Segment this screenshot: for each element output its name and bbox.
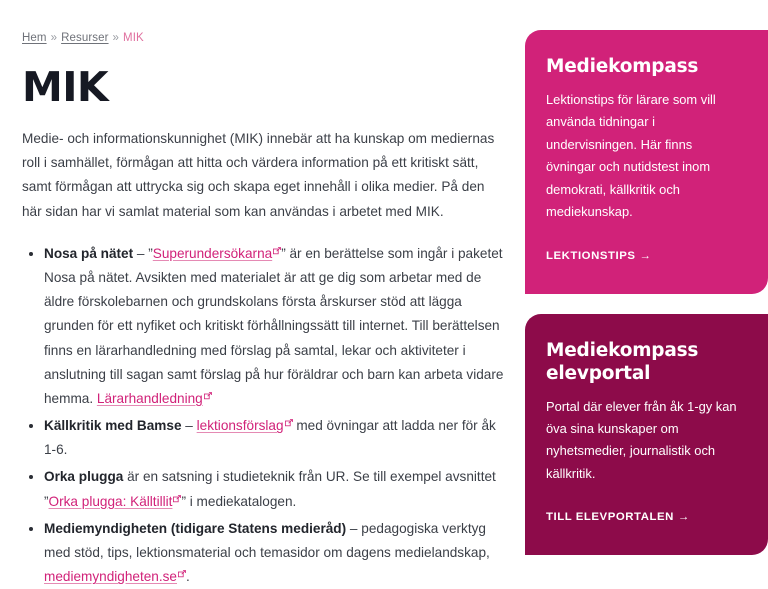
breadcrumb-separator: » [50,32,58,44]
resource-link-superundersokarna[interactable]: Superundersökarna [152,245,273,261]
external-link-icon [178,570,186,578]
sidebar [525,30,768,555]
resource-lead: Orka plugga [44,469,124,485]
resource-text: ” i mediekatalogen. [181,493,297,509]
external-link-icon [285,419,293,427]
resource-link-mediemyndigheten[interactable]: mediemyndigheten.se [44,569,177,585]
main-content [22,0,504,585]
breadcrumb-item-resurser[interactable]: Resurser [61,32,109,44]
card-title: Mediekompass elevportal [546,339,699,384]
resource-text: – pedagogiska verktyg med stöd, tips, lektionsmaterial och temasidor om dagens medielandskap, [44,520,490,561]
resource-link-orka-plugga-kalltillit[interactable]: Orka plugga: Källtillit [48,493,173,509]
external-link-icon [204,392,212,400]
resource-link-lararhandledning[interactable]: Lärarhandledning [96,390,203,406]
breadcrumb-item-hem[interactable]: Hem [22,32,47,44]
external-link-icon [173,495,181,503]
sidebar-card-mediekompass[interactable] [525,30,768,294]
arrow-right-icon: → [677,511,690,524]
resource-lead: Källkritik med Bamse [44,418,182,434]
resource-dash: – ” [133,245,153,261]
list-item [22,414,504,462]
breadcrumb [22,32,504,44]
resource-text: ” är en berättelse som ingår i paketet Nosa på nätet. Avsikten med materialet är att ge dig som arbetar med de äldre förskolebarnen och grundskolans första årskurser stöd att lägga grunden för ett nyfiket och kritiskt förhållningssätt till internet. Till berättelsen finns en lärarhandledning med förslag på samtal, lekar och aktiviteter i anslutning till sagan samt förslag på hur föräldrar och barn kan arbeta vidare hemma. [44,245,504,406]
intro-paragraph: Medie- och informationskunnighet (MIK) innebär att ha kunskap om mediernas roll i samhället, förmågan att hitta och värdera information på ett kritiskt sätt, samt förmågan att uttrycka sig och skapa eget innehåll i olika medier. På den här sidan har vi samlat material som kan användas i arbetet med MIK. [22,131,495,219]
resource-text: . [186,569,190,585]
resource-dash: – [181,418,197,434]
card-body: Lektionstips för lärare som vill använda tidningar i undervisningen. Här finns övningar och nutidstest inom demokrati, källkritik och mediekunskap. [546,91,716,220]
resource-text: är en satsning i studieteknik från UR. Se till exempel avsnittet ” [44,469,496,509]
card-cta-lektionstips[interactable] [546,250,651,262]
sidebar-card-elevportal[interactable] [525,314,768,556]
external-link-icon [273,247,281,255]
card-body: Portal där elever från åk 1-gy kan öva sina kunskaper om nyhetsmedier, journalistik och källkritik. [546,398,737,481]
card-cta-label: LEKTIONSTIPS [546,249,636,262]
card-cta-till-elevportalen[interactable] [546,511,690,523]
list-item [22,242,504,411]
resource-link-lektionsforslag[interactable]: lektionsförslag [196,418,284,434]
list-item [22,465,504,513]
resource-lead: Mediemyndigheten (tidigare Statens medieråd) [44,520,347,536]
list-item [22,517,504,589]
resource-list [22,242,504,589]
breadcrumb-item-current: MIK [123,32,144,44]
arrow-right-icon: → [639,249,652,262]
card-title: Mediekompass [546,56,699,77]
page-title: MIK [22,63,109,111]
breadcrumb-separator: » [112,32,120,44]
resource-text: med övningar att ladda ner för åk 1-6. [44,418,496,458]
card-cta-label: TILL ELEVPORTALEN [546,511,674,524]
resource-lead: Nosa på nätet [44,245,134,261]
